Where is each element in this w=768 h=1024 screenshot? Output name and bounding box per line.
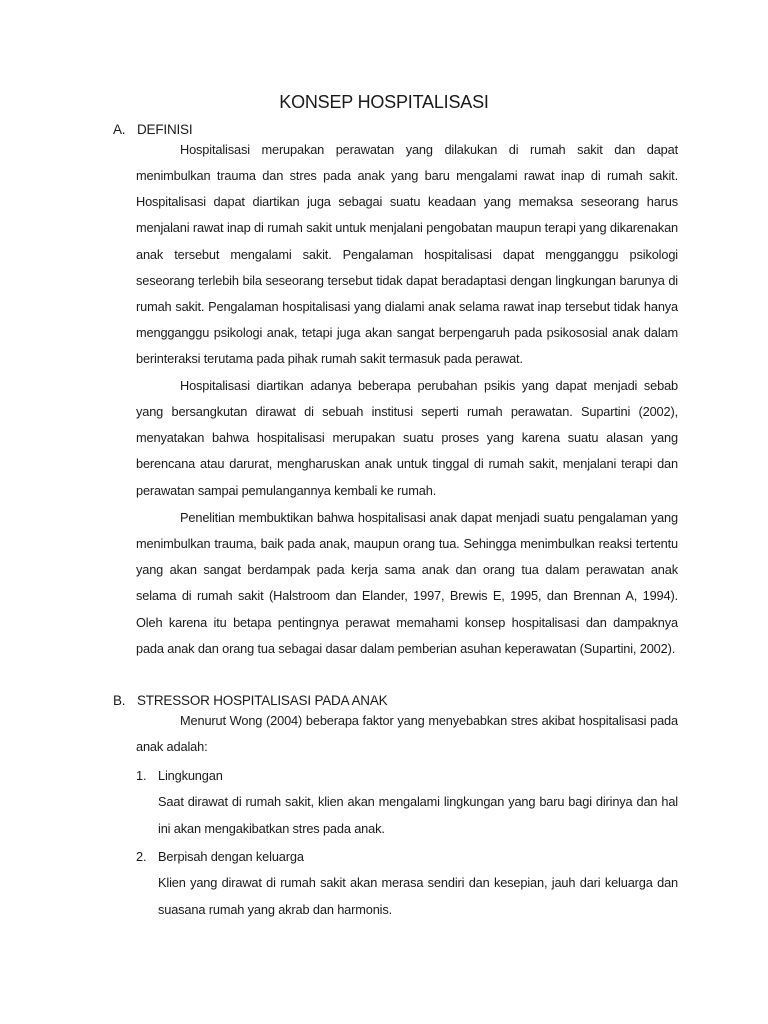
section-a-paragraph-1: Hospitalisasi merupakan perawatan yang dilakukan di rumah sakit dan dapat menimbulkan trauma dan stres pada anak yang baru mengalami rawat inap di rumah sakit. Hospitalisasi dapat diartikan juga sebagai suatu keadaan yang memaksa seseorang harus menjalani rawat inap di rumah sakit untuk menjalani pengobatan maupun terapi yang dikarenakan anak tersebut mengalami sakit. Pengalaman hospitalisasi dapat mengganggu psikologi seseorang terlebih bila seseorang tersebut tidak dapat beradaptasi dengan lingkungan barunya di rumah sakit. Pengalaman hospitalisasi yang dialami anak selama rawat inap tersebut tidak hanya mengganggu psikologi anak, tetapi juga akan sangat berpengaruh pada psikososial anak dalam berinteraksi terutama pada pihak rumah sakit termasuk pada perawat. [136,142,678,367]
list-item-2-number: 2. [136,849,147,864]
section-b-heading [113,693,387,708]
document-title: KONSEP HOSPITALISASI [279,92,489,112]
list-item-2-body: Klien yang dirawat di rumah sakit akan merasa sendiri dan kesepian, jauh dari keluarga dan suasana rumah yang akrab dan harmonis. [158,875,678,917]
section-a-heading [113,122,192,137]
section-a-paragraph-2: Hospitalisasi diartikan adanya beberapa perubahan psikis yang dapat menjadi sebab yang bersangkutan dirawat di sebuah institusi seperti rumah perawatan. Supartini (2002), menyatakan bahwa hospitalisasi merupakan suatu proses yang karena suatu alasan yang berencana atau darurat, mengharuskan anak untuk tinggal di rumah sakit, menjalani terapi dan perawatan sampai pemulangannya kembali ke rumah. [136,378,678,498]
section-a-letter: A. [113,122,126,137]
list-item-1-body: Saat dirawat di rumah sakit, klien akan mengalami lingkungan yang baru bagi dirinya dan hal ini akan mengakibatkan stres pada anak. [158,794,678,836]
list-item-1-label: Lingkungan [158,768,223,783]
list-item-1-number: 1. [136,768,147,783]
section-b-title: STRESSOR HOSPITALISASI PADA ANAK [137,693,388,708]
section-a-paragraph-3: Penelitian membuktikan bahwa hospitalisasi anak dapat menjadi suatu pengalaman yang menimbulkan trauma, baik pada anak, maupun orang tua. Sehingga menimbulkan reaksi tertentu yang akan sangat berdampak pada kerja sama anak dan orang tua dalam perawatan anak selama di rumah sakit (Halstroom dan Elander, 1997, Brewis E, 1995, dan Brennan A, 1994). Oleh karena itu betapa pentingnya perawat memahami konsep hospitalisasi dan dampaknya pada anak dan orang tua sebagai dasar dalam pemberian asuhan keperawatan (Supartini, 2002). [136,510,678,656]
section-b-letter: B. [113,693,126,708]
section-b-intro: Menurut Wong (2004) beberapa faktor yang menyebabkan stres akibat hospitalisasi pada anak adalah: [136,713,678,755]
list-item-2-label: Berpisah dengan keluarga [158,849,304,864]
section-a-title: DEFINISI [137,122,193,137]
list-item-1-title [136,768,223,783]
list-item-2-title [136,849,304,864]
